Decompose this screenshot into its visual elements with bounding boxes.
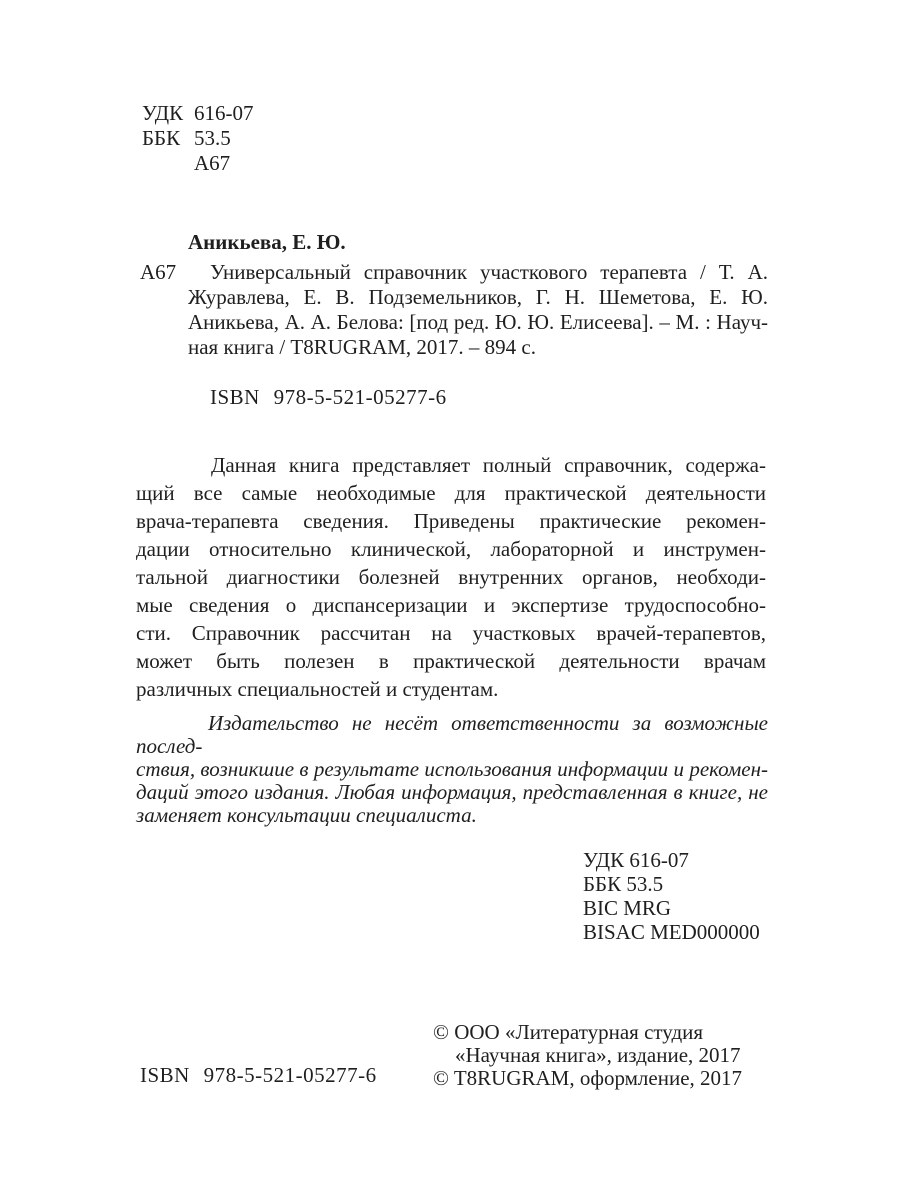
text-line: УДК 616-07 <box>583 848 689 872</box>
isbn-bottom: ISBN 978-5-521-05277-6 <box>140 1063 377 1087</box>
publisher-disclaimer <box>136 712 768 827</box>
copyright-block <box>433 1021 742 1090</box>
text-line: BIC MRG <box>583 896 672 920</box>
bibliographic-description <box>188 260 768 360</box>
authority-code-row <box>142 151 254 176</box>
text-line: Универсальный справочник участкового терапевта / Т. А. <box>210 260 768 284</box>
text-line: тальной диагностики болезней внутренних органов, необходи- <box>136 565 766 589</box>
text-line: может быть полезен в практической деятельности врачам <box>136 649 766 673</box>
text-line: Издательство не несёт ответственности за возможные послед- <box>136 711 768 758</box>
bbk-value: 53.5 <box>194 126 231 150</box>
udk-label: УДК <box>142 101 184 125</box>
text-line: Журавлева, Е. В. Подземельников, Г. Н. Шеметова, Е. Ю. <box>188 285 768 309</box>
text-line: © T8RUGRAM, оформление, 2017 <box>433 1066 743 1090</box>
bib-authority-code: А67 <box>140 260 177 284</box>
text-line: щий все самые необходимые для практической деятельности <box>136 481 766 505</box>
text-line: ная книга / T8RUGRAM, 2017. – 894 с. <box>188 335 536 359</box>
bibliographic-entry <box>140 260 768 360</box>
text-line: «Научная книга», издание, 2017 <box>455 1043 741 1067</box>
udk-row <box>142 101 254 126</box>
text-line: ББК 53.5 <box>583 872 664 896</box>
text-line: Аникьева, А. А. Белова: [под ред. Ю. Ю. Елисеева]. – М. : Науч- <box>188 310 768 334</box>
bbk-row <box>142 126 254 151</box>
text-line: мые сведения о диспансеризации и экспертизе трудоспособно- <box>136 593 766 617</box>
classification-codes-bottom <box>583 848 760 944</box>
text-line: ствия, возникшие в результате использования информации и рекомен- <box>136 757 768 781</box>
bbk-label: ББК <box>142 126 181 150</box>
annotation-paragraph <box>136 451 766 703</box>
text-line: врача-терапевта сведения. Приведены практические рекомен- <box>136 509 766 533</box>
text-line: © ООО «Литературная студия <box>433 1020 704 1044</box>
text-line: дации относительно клинической, лабораторной и инструмен- <box>136 537 766 561</box>
text-line: различных специальностей и студентам. <box>136 677 499 701</box>
text-line: Данная книга представляет полный справочник, содержа- <box>211 453 766 477</box>
text-line: сти. Справочник рассчитан на участковых врачей-терапевтов, <box>136 621 766 645</box>
authority-code-value: А67 <box>194 151 231 175</box>
udk-value: 616-07 <box>194 101 254 125</box>
text-line: даций этого издания. Любая информация, представленная в книге, не <box>136 780 768 804</box>
author-heading: Аникьева, Е. Ю. <box>188 230 346 254</box>
text-line: BISAC MED000000 <box>583 920 760 944</box>
classification-codes-top <box>142 101 254 176</box>
text-line: заменяет консультации специалиста. <box>136 803 477 827</box>
isbn-top: ISBN 978-5-521-05277-6 <box>210 385 447 409</box>
